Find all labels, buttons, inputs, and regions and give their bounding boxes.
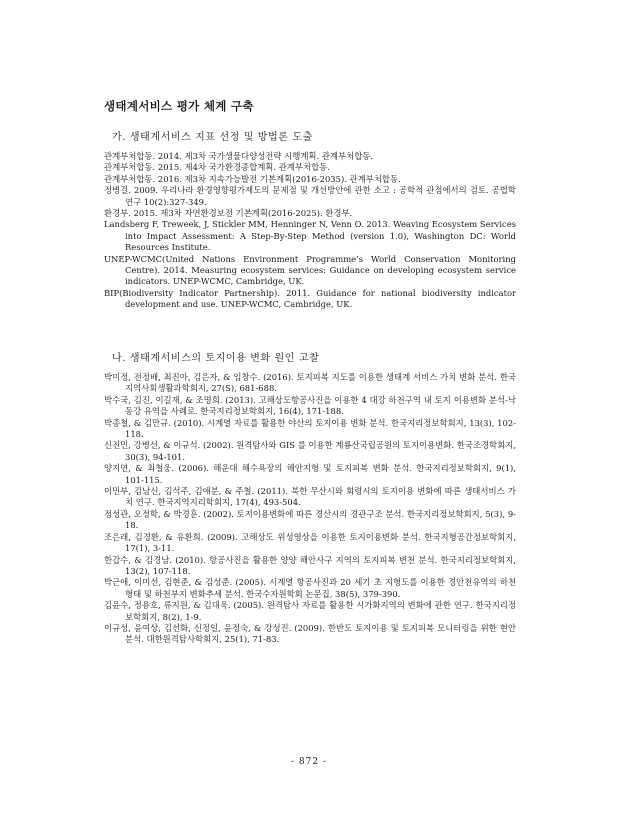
reference-entry: 양지연, & 최철웅. (2006). 해운대 해수욕장의 해안지형 및 토지피복 변화 분석. 한국지리정보학회지, 9(1), 101-115. bbox=[104, 463, 516, 485]
page-title: 생태계서비스 평가 체계 구축 bbox=[104, 99, 254, 113]
page-number: - 872 - bbox=[291, 757, 327, 767]
reference-entry: 한갑수, & 김경남. (2010). 항공사진을 활용한 양양 해안사구 지역의 토지피복 변천 분석. 한국지리정보학회지, 13(2), 107-118. bbox=[104, 554, 516, 576]
reference-entry: 관계부처합동. 2014. 제3차 국가생물다양성전략 시행계획. 관계부처합동. bbox=[104, 151, 374, 161]
reference-entry: 박수국, 김진, 이길재, & 조명희. (2013). 고해상도항공사진을 이용한 4 대강 하천구역 내 토지 이용변화 분석-낙동강 유역을 사례로. 한국지리정보학회지, 16(4), 171-188. bbox=[104, 394, 516, 417]
reference-entry: Landsberg F, Treweek, J, Stickler MM, Henninger N, Venn O. 2013. Weaving Ecosystem Services into Impact Assessment: A Step-By-Step Method (version 1.0), Washington DC: World Resources Institute. bbox=[104, 219, 516, 253]
reference-entry: 정성관, 오정학, & 박경훈. (2002). 토지이용변화에 따른 경산시의 경관구조 분석. 한국지리정보학회지, 5(3), 9-18. bbox=[104, 508, 516, 531]
reference-entry: 이규성, 윤여상, 김선화, 신정일, 윤정숙, & 강성진. (2009). 한반도 토지이용 및 토지피복 모니터링을 위한 현안 분석. 대한원격탐사학회지, 25(1), 71-83. bbox=[104, 622, 516, 645]
reference-list-b bbox=[104, 372, 516, 646]
reference-entry: 환경부. 2015. 제3차 자연환경보전 기본계획(2016-2025). 환경부. bbox=[104, 208, 353, 219]
reference-entry: 관계부처합동. 2015. 제4차 국가환경종합계획. 관계부처합동. bbox=[104, 162, 330, 173]
reference-entry: 이민부, 김남신, 김석주, 김애분, & 주철. (2011). 북한 무산시와 회령시의 토지이용 변화에 따른 생태서비스 가치 연구. 한국지역지리학회지, 17(4), 493-504. bbox=[104, 486, 516, 508]
reference-entry: 조은래, 김경환, & 유환희. (2009). 고해상도 위성영상을 이용한 토지이용변화 분석. 한국지형공간정보학회지, 17(1), 3-11. bbox=[104, 531, 516, 554]
section-heading-a: 가. 생태계서비스 지표 선정 및 방법론 도출 bbox=[112, 132, 313, 143]
reference-entry: 신진민, 강병선, & 이규석. (2002). 원격탐사와 GIS 를 이용한 계룡산국립공원의 토지이용변화. 한국조경학회지, 30(3), 94-101. bbox=[104, 440, 516, 462]
reference-entry: 김윤수, 정용호, 류지원, & 김대욱. (2005). 원격탐사 자료를 활용한 시가화지역의 변화에 관한 연구. 한국지리정보학회지, 8(2), 1-9. bbox=[104, 600, 516, 622]
reference-entry: 정병걸. 2009. 우리나라 환경영향평가제도의 문제점 및 개선방안에 관한 소고 : 공학적 관점에서의 검토. 공법학연구 10(2):327-349. bbox=[104, 185, 516, 207]
section-heading-b: 나. 생태계서비스의 토지이용 변화 원인 고찰 bbox=[112, 353, 320, 364]
reference-list-a bbox=[104, 151, 516, 311]
reference-entry: BIP(Biodiversity Indicator Partnership). 2011. Guidance for national biodiversity indicator development and use. UNEP-WCMC, Cambridge, UK. bbox=[104, 287, 516, 310]
reference-entry: 박종철, & 김만규. (2010). 시계열 자료를 활용한 야산의 토지이용 변화 분석. 한국지리정보학회지, 13(3), 102-118. bbox=[104, 417, 516, 440]
reference-entry: 박근애, 이미선, 김현준, & 김성준. (2005). 시계열 항공사진과 20 세기 초 지형도를 이용한 경안천유역의 하천형태 및 하천부지 변화추세 분석. 한국수자원학회 논문집, 38(5), 379-390. bbox=[104, 577, 516, 599]
reference-entry: UNEP-WCMC(United Nations Environment Programme’s World Conservation Monitoring Centre). 2014. Measuring ecosystem services: Guidance on developing ecosystem service indicators. UNEP-WCMC, Cambridge, UK. bbox=[104, 253, 516, 287]
reference-entry: 박미정, 전정배, 최진아, 김은자, & 임창수. (2016). 토지피복 지도를 이용한 생태계 서비스 가치 변화 분석. 한국지역사회생활과학회지, 27(S), 681-688. bbox=[104, 372, 516, 394]
reference-entry: 관계부처합동. 2016. 제3차 지속가능발전 기본계획(2016-2035). 관계부처합동. bbox=[104, 173, 401, 184]
